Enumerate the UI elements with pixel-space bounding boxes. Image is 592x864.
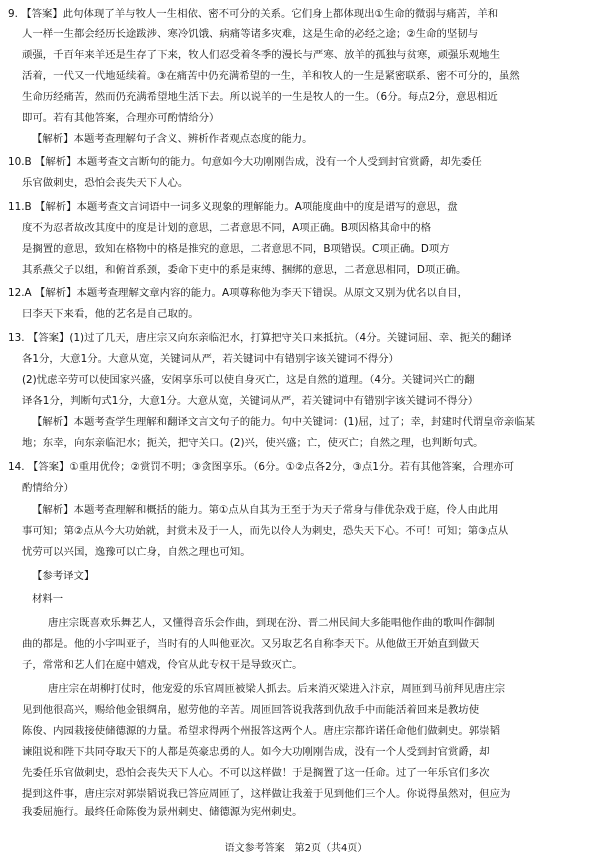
- translation-line: 谏阻说和陛下共同夺取天下的人都是英豪忠勇的人。如今大功刚刚告成，没有一个人受到封官赏爵，却: [22, 746, 490, 758]
- translation-line: 子，常常和艺人们在庭中嬉戏，伶官从此专权干是导致灭亡。: [22, 659, 303, 671]
- analysis-line: 【解析】本题考查理解句子含义、辨析作者观点态度的能力。: [32, 133, 313, 145]
- page-footer: 语文参考答案 第2页（共4页）: [224, 843, 368, 854]
- text-line: 事可知；第②点从今大功始就，封赏未及于一人，而先以伶人为刺史，恐失天下心。不可！可知；第③点从: [22, 525, 509, 537]
- text-line: 酌情给分）: [22, 482, 74, 494]
- analysis-line: 【解析】本题考查学生理解和翻译文言文句子的能力。句中关键词：(1)屈，过了；幸，封建时代谓皇帝亲临某: [32, 416, 536, 428]
- text-line: 是搁置的意思，致知在格物中的格是推究的意思，二者意思不同，B项错误。C项正确。D项方: [22, 243, 450, 255]
- text-line: 人一样一生都会经历长途跋涉、寒冷饥饿、病痛等诸多灾难，这是生命的必经之途；②生命的坚韧与: [22, 28, 479, 40]
- translation-line: 唐庄宗既喜欢乐舞艺人，又懂得音乐会作曲，到现在汾、晋二州民间大多能唱他作曲的歌叫作御制: [48, 617, 495, 629]
- material-one-heading: 材料一: [32, 593, 64, 605]
- text-line: 其系燕父子以组，和俯首系颈，委命下吏中的系是束缚、捆绑的意思，二者意思相同，D项正确。: [22, 264, 467, 276]
- text-line: 顽强，千百年来羊还是生存了下来，牧人们忍受着冬季的漫长与严寒、放羊的孤独与贫寒，顽强乐观地生: [22, 49, 500, 61]
- text-line: (2)忧虑辛劳可以使国家兴盛，安闲享乐可以使自身灭亡，这是自然的道理。（4分。关键词兴亡的翻: [22, 374, 475, 386]
- question-11-line: 11.B 【解析】本题考查文言词语中一词多义现象的理解能力。A项能度曲中的度是谱写的意思，盘: [8, 201, 458, 213]
- question-12-line: 12.A 【解析】本题考查理解文章内容的能力。A项尊称他为李天下错误。从原文又别为优名以自目，: [8, 287, 469, 299]
- translation-line: 见到他很高兴，赐给他金银绸帛，慰劳他的辛苦。周匝回答说我落到仇敌手中而能活着回来是教坊使: [22, 704, 480, 716]
- text-line: 地；东幸，向东亲临汜水；扼关，把守关口。(2)兴，使兴盛；亡，使灭亡；自然之理，也判断句式。: [22, 437, 484, 449]
- question-10-line: 10.B 【解析】本题考查文言断句的能力。句意如今大功刚刚告成，没有一个人受到封官赏爵，却先委任: [8, 156, 482, 168]
- text-line: 生命历经痛苦，然而仍充满希望地生活下去。所以说羊的一生是牧人的一生。（6分。每点2分，意思相近: [22, 91, 498, 103]
- question-13-line: 13. 【答案】(1)过了几天，唐庄宗又向东亲临汜水，打算把守关口来抵抗。（4分。关键词屈、幸、扼关的翻译: [8, 332, 512, 344]
- translation-line: 提到这件事，唐庄宗对郭崇韬说我已答应周匝了，这样做让我羞于见到他们三个人。你说得虽然对，但应为: [22, 788, 511, 800]
- question-14-line: 14. 【答案】①重用优伶；②赏罚不明；③贪图享乐。（6分。①②点各2分，③点1分。若有其他答案，合理亦可: [8, 461, 514, 473]
- text-line: 9. 【答案】此句体现了羊与牧人一生相依、密不可分的关系。它们身上都体现出①生命的微弱与痛苦，羊和: [8, 8, 499, 20]
- text-line: 各1分，大意1分。大意从宽，关键词从严，若关键词中有错别字该关键词不得分）: [22, 353, 399, 365]
- reference-translation-heading: 【参考译文】: [32, 570, 95, 582]
- text-line: 译各1分，判断句式1分，大意1分。大意从宽，关键词从严，若关键词中有错别字该关键词不得分）: [22, 395, 479, 407]
- text-line: 活着，一代又一代地延续着。③在痛苦中仍充满希望的一生，羊和牧人的一生是紧密联系、密不可分的，虽然: [22, 70, 520, 82]
- analysis-line: 【解析】本题考查理解和概括的能力。第①点从自其为王至于为天子常身与俳优杂戏于庭，伶人由此用: [32, 504, 499, 516]
- translation-line: 曲的都是。他的小字叫亚子，当时有的人叫他亚次。又另取艺名自称李天下。从他做王开始直到做天: [22, 638, 480, 650]
- text-line: 乐官做刺史，恐怕会丧失天下人心。: [22, 177, 189, 189]
- translation-line: 我委屈施行。最终任命陈俊为景州刺史、储德源为宪州刺史。: [22, 806, 303, 818]
- text-line: 即可。若有其他答案，合理亦可酌情给分）: [22, 112, 220, 124]
- translation-line: 先委任乐官做刺史，恐怕会丧失天下人心。不可以这样做！于是搁置了这一任命。过了一年乐官们多次: [22, 767, 490, 779]
- translation-line: 唐庄宗在胡柳打仗时，他宠爱的乐官周匝被梁人抓去。后来消灭梁进入汴京，周匝到马前拜见唐庄宗: [48, 683, 506, 695]
- text-line: 曰李天下来看，他的艺名是自己取的。: [22, 308, 199, 320]
- text-line: 度不为忍者故改其度中的度是计划的意思，二者意思不同，A项正确。B项因格其命中的格: [22, 222, 432, 234]
- translation-line: 陈俊、内园栽接使储德源的力量。希望求得两个州报答这两个人。唐庄宗都许诺任命他们做刺史。郭崇韬: [22, 725, 500, 737]
- text-line: 忧劳可以兴国，逸豫可以亡身，自然之理也可知。: [22, 546, 251, 558]
